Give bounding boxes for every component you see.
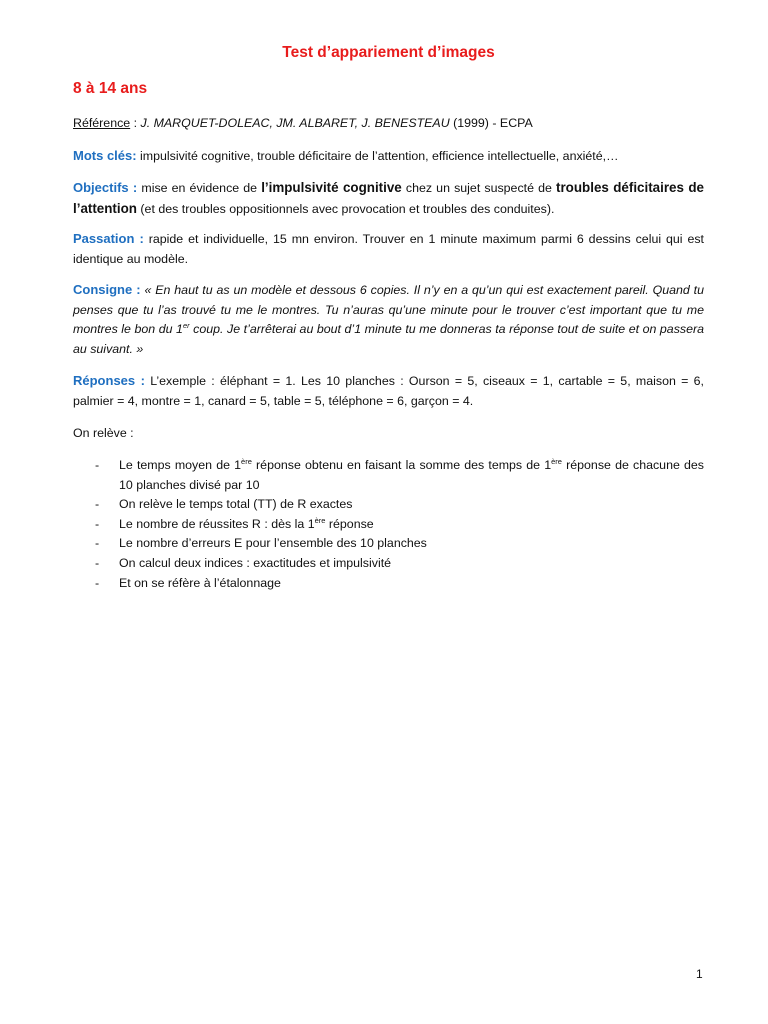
list-item-superscript: ère <box>314 515 326 525</box>
instruction-superscript: er <box>182 321 190 331</box>
reference-sep: : <box>130 116 141 130</box>
passation-text: rapide et individuelle, 15 mn environ. Trouver en 1 minute maximum parmi 6 dessins celui qui est identique au modèle. <box>73 232 704 266</box>
age-range-heading: 8 à 14 ans <box>73 80 148 97</box>
list-item-text: Le nombre d’erreurs E pour l’ensemble des 10 planches <box>119 536 427 551</box>
answers-label: Réponses : <box>73 373 145 388</box>
list-dash: - <box>95 458 100 472</box>
keywords-label: Mots clés: <box>73 148 137 163</box>
instruction-label: Consigne : <box>73 282 141 297</box>
list-item-text: réponse obtenu en faisant la somme des temps de 1 <box>251 458 552 472</box>
objectives-bold-2: troubles déficitaires de l’attention <box>73 180 704 216</box>
document-page <box>73 0 704 1024</box>
objectives-text-2: chez un sujet suspecté de <box>401 181 557 195</box>
list-item-text: réponse de chacune des 10 planches divisé par 10 <box>119 458 704 492</box>
reference-rest: (1999) - ECPA <box>449 116 533 130</box>
list-item-text: Et on se réfère à l’étalonnage <box>119 575 281 590</box>
list-dash: - <box>95 497 100 512</box>
list-item <box>73 456 704 495</box>
reference-paragraph <box>73 114 704 134</box>
answers-paragraph <box>73 371 704 411</box>
list-item <box>73 495 704 515</box>
list-item-text: On relève le temps total (TT) de R exactes <box>119 497 353 512</box>
list-dash: - <box>95 555 100 570</box>
keywords-paragraph <box>73 146 704 167</box>
reference-label: Référence <box>73 116 131 130</box>
objectives-text-3: (et des troubles oppositionnels avec provocation et troubles des conduites). <box>136 201 555 216</box>
list-item <box>73 515 704 535</box>
passation-paragraph <box>73 229 704 269</box>
passation-label: Passation : <box>73 231 144 246</box>
objectives-label: Objectifs : <box>73 180 138 195</box>
list-item <box>73 574 704 594</box>
instruction-text-1: « En haut tu as un modèle et dessous 6 copies. Il n’y en a qu’un qui est exactement pareil. Quand tu penses que tu l’as trouvé tu me le montres. Tu n’auras qu’une minute pour le trouver c’est important que tu me montres le bon du 1 <box>73 283 704 337</box>
list-item-superscript: ère <box>241 457 252 466</box>
on-releve-text: On relève : <box>73 426 134 440</box>
document-title: Test d’appariement d’images <box>282 44 495 61</box>
list-item-superscript: ère <box>551 457 562 466</box>
list-item-text: Le temps moyen de 1 <box>119 458 242 472</box>
list-item-text: On calcul deux indices : exactitudes et impulsivité <box>119 555 392 570</box>
instruction-text-2: coup. Je t’arrêterai au bout d’1 minute tu me donneras ta réponse tout de suite et on passera au suivant. » <box>73 322 704 356</box>
keywords-text: impulsivité cognitive, trouble déficitaire de l’attention, efficience intellectuelle, anxiété,… <box>136 149 619 163</box>
list-item <box>73 554 704 574</box>
reference-authors: J. MARQUET-DOLEAC, JM. ALBARET, J. BENESTEAU <box>140 116 450 130</box>
measures-list <box>73 456 704 593</box>
list-dash: - <box>95 516 100 531</box>
answers-text: L’exemple : éléphant = 1. Les 10 planches : Ourson = 5, ciseaux = 1, cartable = 5, maison = 6, palmier = 4, montre = 1, canard = 5, table = 5, téléphone = 6, garçon = 4. <box>73 374 704 408</box>
page-number: 1 <box>696 967 703 981</box>
list-item <box>73 534 704 554</box>
objectives-text-1: mise en évidence de <box>137 181 262 195</box>
list-dash: - <box>95 536 100 551</box>
list-item-text: réponse <box>325 516 374 531</box>
list-dash: - <box>95 575 100 590</box>
instruction-paragraph <box>73 280 704 359</box>
list-item-text: Le nombre de réussites R : dès la 1 <box>119 516 315 531</box>
objectives-bold-1: l’impulsivité cognitive <box>261 180 402 195</box>
objectives-paragraph <box>73 178 704 219</box>
